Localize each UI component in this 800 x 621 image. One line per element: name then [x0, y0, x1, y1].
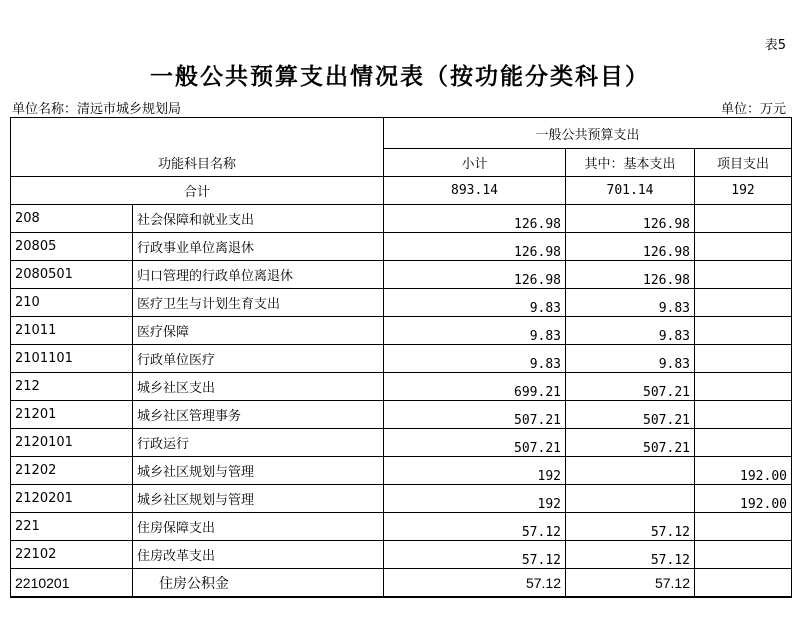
- row-name: 医疗卫生与计划生育支出: [133, 289, 384, 317]
- row-name: 住房保障支出: [133, 513, 384, 541]
- row-project: [695, 289, 792, 317]
- row-subtotal: 126.98: [384, 233, 566, 261]
- row-project: [695, 429, 792, 457]
- budget-table: [10, 117, 792, 598]
- header-group-label: 一般公共预算支出: [384, 118, 792, 149]
- table-row: [11, 373, 792, 401]
- row-code: 2210201: [11, 569, 133, 598]
- row-name: 住房公积金: [133, 569, 384, 598]
- row-project: [695, 233, 792, 261]
- row-project: [695, 345, 792, 373]
- row-code: 221: [11, 513, 133, 541]
- header-blank-cell: [11, 118, 384, 149]
- row-code: 2120101: [11, 429, 133, 457]
- row-name: 医疗保障: [133, 317, 384, 345]
- row-subtotal: 507.21: [384, 401, 566, 429]
- row-basic: 507.21: [566, 429, 695, 457]
- row-project: [695, 569, 792, 598]
- table-row: [11, 541, 792, 569]
- page-title: 一般公共预算支出情况表（按功能分类科目）: [150, 64, 650, 90]
- header-name-col: 功能科目名称: [11, 149, 384, 177]
- row-name: 行政单位医疗: [133, 345, 384, 373]
- table-row: [11, 261, 792, 289]
- row-subtotal: 126.98: [384, 261, 566, 289]
- unit-name: 单位名称：清远市城乡规划局: [12, 102, 182, 117]
- row-name: 城乡社区规划与管理: [133, 485, 384, 513]
- row-code: 208: [11, 205, 133, 233]
- row-code: 21202: [11, 457, 133, 485]
- row-project: [695, 401, 792, 429]
- row-name: 城乡社区管理事务: [133, 401, 384, 429]
- row-basic: 9.83: [566, 289, 695, 317]
- row-subtotal: 57.12: [384, 569, 566, 598]
- row-project: [695, 205, 792, 233]
- row-code: 20805: [11, 233, 133, 261]
- row-basic: 507.21: [566, 373, 695, 401]
- row-name: 住房改革支出: [133, 541, 384, 569]
- row-project: [695, 317, 792, 345]
- table-row: [11, 401, 792, 429]
- row-subtotal: 699.21: [384, 373, 566, 401]
- header-row: [11, 149, 792, 177]
- total-subtotal: 893.14: [384, 177, 566, 205]
- row-name: 归口管理的行政单位离退休: [133, 261, 384, 289]
- total-basic: 701.14: [566, 177, 695, 205]
- row-basic: 57.12: [566, 541, 695, 569]
- table-row: [11, 429, 792, 457]
- row-basic: 126.98: [566, 205, 695, 233]
- row-name: 城乡社区支出: [133, 373, 384, 401]
- row-name: 行政事业单位离退休: [133, 233, 384, 261]
- row-project: 192.00: [695, 457, 792, 485]
- table-row-last: [11, 569, 792, 598]
- row-basic: 9.83: [566, 317, 695, 345]
- row-subtotal: 9.83: [384, 317, 566, 345]
- row-project: 192.00: [695, 485, 792, 513]
- row-subtotal: 57.12: [384, 541, 566, 569]
- row-code: 2101101: [11, 345, 133, 373]
- row-subtotal: 57.12: [384, 513, 566, 541]
- header-subtotal: 小计: [384, 149, 566, 177]
- currency-unit: 单位：万元: [720, 102, 786, 117]
- row-basic: 9.83: [566, 345, 695, 373]
- row-subtotal: 192: [384, 485, 566, 513]
- row-subtotal: 9.83: [384, 289, 566, 317]
- row-basic: 57.12: [566, 569, 695, 598]
- total-label: 合计: [11, 177, 384, 205]
- row-basic: [566, 457, 695, 485]
- row-name: 行政运行: [133, 429, 384, 457]
- total-project: 192: [695, 177, 792, 205]
- header-basic: 其中：基本支出: [566, 149, 695, 177]
- row-basic: 507.21: [566, 401, 695, 429]
- row-name: 社会保障和就业支出: [133, 205, 384, 233]
- row-basic: 126.98: [566, 233, 695, 261]
- table-row: [11, 345, 792, 373]
- table-row: [11, 317, 792, 345]
- table-row: [11, 233, 792, 261]
- row-basic: [566, 485, 695, 513]
- total-row: [11, 177, 792, 205]
- row-subtotal: 9.83: [384, 345, 566, 373]
- table-number: 表5: [764, 38, 786, 53]
- header-project: 项目支出: [695, 149, 792, 177]
- header-group-row: [11, 118, 792, 149]
- row-project: [695, 513, 792, 541]
- row-subtotal: 192: [384, 457, 566, 485]
- row-project: [695, 261, 792, 289]
- row-project: [695, 541, 792, 569]
- row-name: 城乡社区规划与管理: [133, 457, 384, 485]
- row-basic: 57.12: [566, 513, 695, 541]
- table-row: [11, 289, 792, 317]
- table-row: [11, 513, 792, 541]
- row-subtotal: 507.21: [384, 429, 566, 457]
- row-basic: 126.98: [566, 261, 695, 289]
- row-subtotal: 126.98: [384, 205, 566, 233]
- table-row: [11, 457, 792, 485]
- table-row: [11, 485, 792, 513]
- row-code: 210: [11, 289, 133, 317]
- row-code: 212: [11, 373, 133, 401]
- row-code: 21201: [11, 401, 133, 429]
- row-code: 2080501: [11, 261, 133, 289]
- row-code: 22102: [11, 541, 133, 569]
- row-project: [695, 373, 792, 401]
- row-code: 2120201: [11, 485, 133, 513]
- row-code: 21011: [11, 317, 133, 345]
- table-row: [11, 205, 792, 233]
